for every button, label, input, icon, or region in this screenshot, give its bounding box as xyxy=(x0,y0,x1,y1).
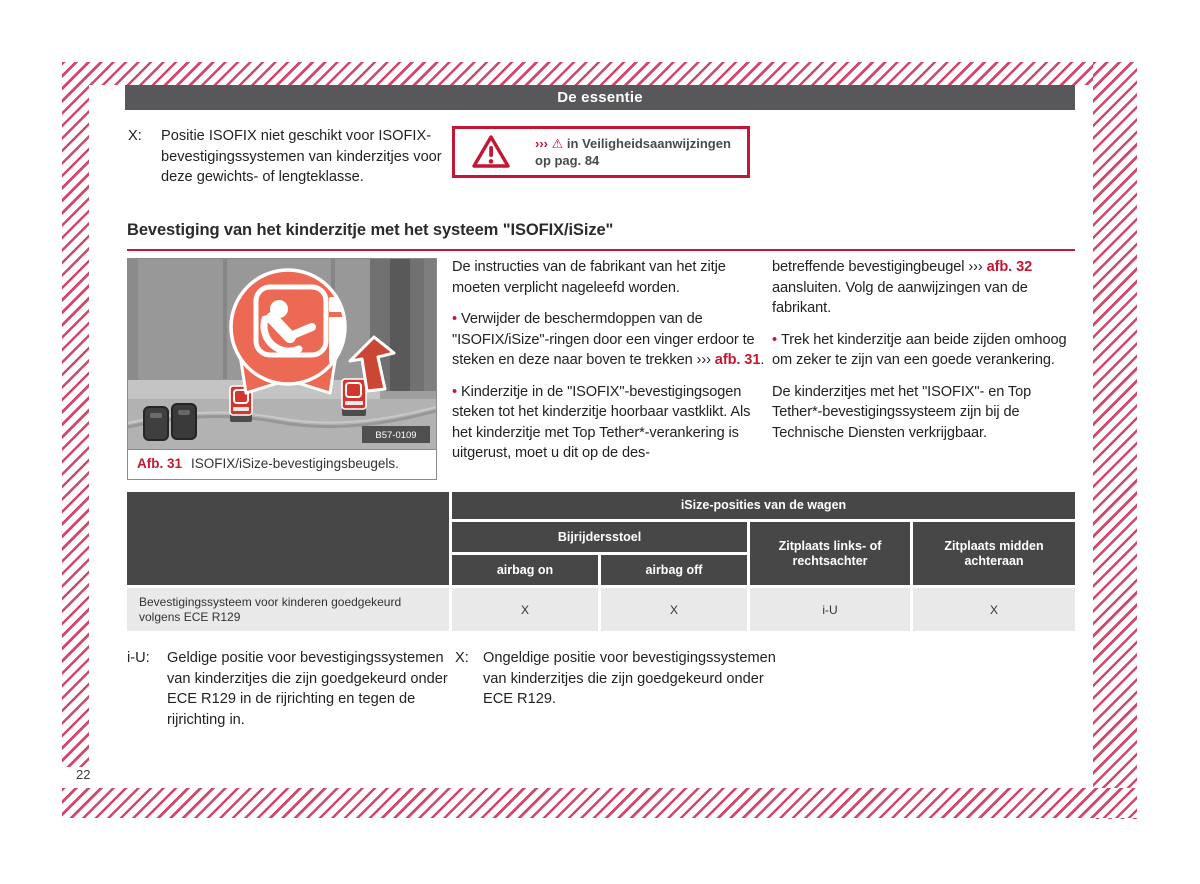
figure-label: Afb. 31 xyxy=(137,456,183,471)
table-header-links-rechtsachter: Zitplaats links- of rechtsachter xyxy=(750,522,910,585)
table-cell-airbag-on: X xyxy=(452,588,598,631)
paragraph-text: Kinderzitje in de "ISOFIX"-bevestigingsogen steken tot het kinderzitje hoorbaar vastklikt. Als het kinderzitje met Top Tether*-verankering is uitgerust, moet u dit op de des- xyxy=(452,383,751,461)
border-stripes-bottom xyxy=(62,788,1137,818)
table-header-airbag-off: airbag off xyxy=(601,555,747,585)
isofix-seat-illustration xyxy=(128,259,436,449)
figure-afb-31 xyxy=(127,258,437,480)
paragraph-text: aansluiten. Volg de aanwijzingen van de fabrikant. xyxy=(772,279,1028,316)
table-header-bijrijdersstoel: Bijrijdersstoel xyxy=(452,522,747,552)
isize-positions-table xyxy=(127,492,1075,631)
paragraph: De kinderzitjes met het "ISOFIX"- en Top Tether*-bevestigingssysteem zijn bij de Technische Diensten verkrijgbaar. xyxy=(772,383,1032,441)
chapter-title: De essentie xyxy=(557,89,643,106)
svg-text:B57-0109: B57-0109 xyxy=(375,430,417,441)
bullet-glyph: • xyxy=(452,311,458,327)
bullet-paragraph xyxy=(772,330,1078,371)
text-column-right xyxy=(772,257,1078,454)
legend-item-x-top xyxy=(128,126,446,188)
paragraph-text: Trek het kinderzitje aan beide zijden omhoog om zeker te zijn van een goede verankering. xyxy=(772,331,1067,368)
legend-term: X: xyxy=(455,650,469,666)
safety-warning-box xyxy=(452,126,750,178)
legend-text: Ongeldige positie voor bevestigingssystemen van kinderzitjes die zijn goedgekeurd onder ECE R129. xyxy=(483,650,776,707)
table-corner-cell xyxy=(127,492,449,585)
figure-caption-text: ISOFIX/iSize-bevestigingsbeugels. xyxy=(191,456,399,471)
legend-text: Positie ISOFIX niet geschikt voor ISOFIX-bevestigingssystemen van kinderzitjes voor deze gewichts- of lengteklasse. xyxy=(161,128,442,185)
warning-triangle-icon xyxy=(471,134,511,170)
legend-text: Geldige positie voor bevestigingssystemen van kinderzitjes die zijn goedgekeurd onder ECE R129 in de rijrichting en tegen de rijrichting in. xyxy=(167,650,448,728)
table-cell-midden-achteraan: X xyxy=(913,588,1075,631)
table-header-isize: iSize-posities van de wagen xyxy=(452,492,1075,519)
section-title: Bevestiging van het kinderzitje met het systeem "ISOFIX/iSize" xyxy=(127,221,1075,251)
border-stripes-left xyxy=(62,62,89,767)
table-row-label: Bevestigingssysteem voor kinderen goedgekeurd volgens ECE R129 xyxy=(127,588,449,631)
image-code-label xyxy=(362,426,430,443)
warning-reference-label: in Veiligheidsaanwijzingen op pag. 84 xyxy=(535,136,731,168)
page-number: 22 xyxy=(76,767,91,782)
legend-item-x-bottom xyxy=(455,648,787,710)
isofix-anchor-tag-right xyxy=(342,379,366,416)
chevrons-glyph: ››› xyxy=(535,136,548,151)
table-cell-airbag-off: X xyxy=(601,588,747,631)
text-column-middle xyxy=(452,257,766,475)
border-stripes-right xyxy=(1093,62,1137,819)
bullet-paragraph xyxy=(452,309,766,371)
warning-reference-text xyxy=(535,135,739,169)
table-header-airbag-on: airbag on xyxy=(452,555,598,585)
paragraph-text: . xyxy=(760,352,765,368)
paragraph xyxy=(772,257,1078,319)
xref-afb-32: afb. 32 xyxy=(986,259,1033,275)
bullet-glyph: • xyxy=(772,331,778,348)
paragraph-text: Verwijder de beschermdoppen van de "ISOFIX/iSize"-ringen door een vinger erdoor te steken en deze naar boven te trekken ››› xyxy=(452,311,755,368)
border-stripes-top xyxy=(62,62,1137,85)
paragraph: De instructies van de fabrikant van het zitje moeten verplicht nageleefd worden. xyxy=(452,259,726,296)
table-header-midden-achteraan: Zitplaats midden achteraan xyxy=(913,522,1075,585)
figure-caption xyxy=(128,449,436,479)
paragraph-text: betreffende bevestigingbeugel ››› xyxy=(772,259,987,275)
inline-warning-icon: ⚠ xyxy=(551,136,564,151)
legend-item-iu xyxy=(127,648,459,730)
bullet-paragraph xyxy=(452,382,766,464)
table-cell-links-rechtsachter: i-U xyxy=(750,588,910,631)
legend-term: i-U: xyxy=(127,650,150,666)
bullet-glyph: • xyxy=(452,383,458,400)
xref-afb-31: afb. 31 xyxy=(714,352,761,368)
legend-term: X: xyxy=(128,128,142,144)
isize-bubble-icon xyxy=(231,270,345,393)
chapter-header-bar xyxy=(125,85,1075,110)
